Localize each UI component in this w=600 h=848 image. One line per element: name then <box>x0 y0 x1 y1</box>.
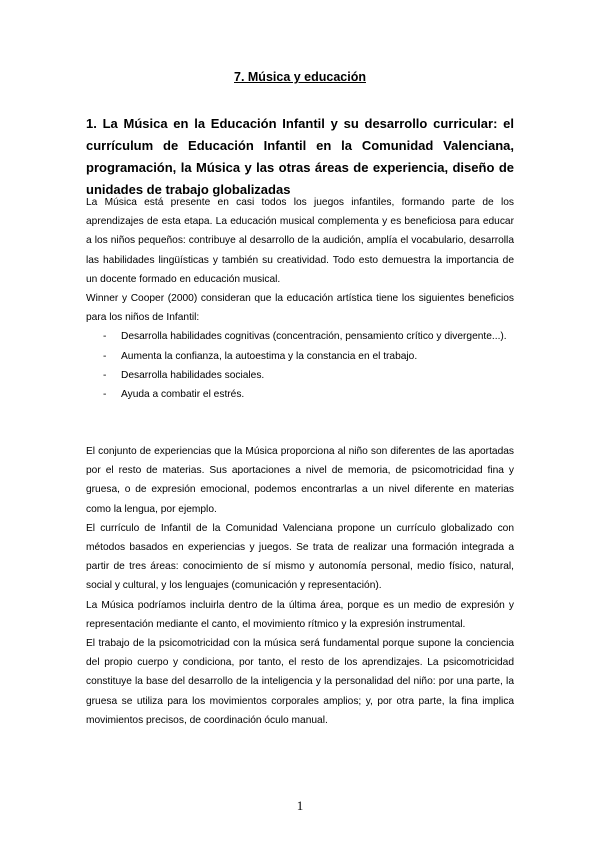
list-item-text: Desarrolla habilidades cognitivas (concentración, pensamiento crítico y divergente...). <box>121 331 507 343</box>
section-heading: 1. La Música en la Educación Infantil y su desarrollo curricular: el currículum de Educación Infantil en la Comunidad Valenciana, programación, la Música y las otras áreas de experiencia, diseño de unidades de trabajo globalizadas <box>86 116 514 197</box>
paragraph-1: La Música está presente en casi todos los juegos infantiles, formando parte de los aprendizajes de esta etapa. La educación musical complementa y es beneficiosa para educar a los niños pequeños: contribuye al desarrollo de la audición, amplía el vocabulario, desarrolla las habilidades lingüísticas y también su creatividad. Todo esto demuestra la importancia de un docente formado en educación musical. <box>86 197 514 285</box>
body-block-1 <box>86 193 514 404</box>
list-item-text: Ayuda a combatir el estrés. <box>121 389 245 401</box>
paragraph-3: El conjunto de experiencias que la Música proporciona al niño son diferentes de las aportadas por el resto de materias. Sus aportaciones a nivel de memoria, de psicomotricidad fina y gruesa, o de expresión emocional, podemos encontrarlas a un nivel diferente en materias como la lengua, por ejemplo. <box>86 446 514 515</box>
paragraph-2: Winner y Cooper (2000) consideran que la educación artística tiene los siguientes beneficios para los niños de Infantil: <box>86 293 514 324</box>
paragraph-5: La Música podríamos incluirla dentro de la última área, porque es un medio de expresión y representación mediante el canto, el movimiento rítmico y la expresión instrumental. <box>86 599 514 630</box>
benefits-list <box>86 327 514 404</box>
bullet-dash: - <box>103 389 107 401</box>
page-number: 1 <box>296 798 304 813</box>
list-item <box>86 347 514 366</box>
bullet-dash: - <box>103 331 107 343</box>
paragraph-6: El trabajo de la psicomotricidad con la música será fundamental porque supone la conciencia del propio cuerpo y condiciona, por tanto, el resto de los aprendizajes. La psicomotricidad constituye la base del desarrollo de la inteligencia y la personalidad del niño: por una parte, la gruesa se utiliza para los movimientos corporales amplios; y, por otra parte, la fina implica movimientos precisos, de coordinación óculo manual. <box>86 638 514 726</box>
paragraph-4: El currículo de Infantil de la Comunidad Valenciana propone un currículo globalizado con métodos basados en experiencias y juegos. Se trata de realizar una formación integrada a partir de tres áreas: conocimiento de sí mismo y autonomía personal, medio físico, natural, social y cultural, y los lenguajes (comunicación y representación). <box>86 522 514 592</box>
list-item-text: Aumenta la confianza, la autoestima y la constancia en el trabajo. <box>121 350 418 362</box>
list-item <box>86 327 514 346</box>
list-item-text: Desarrolla habilidades sociales. <box>121 369 265 381</box>
bullet-dash: - <box>103 350 107 362</box>
list-item <box>86 366 514 385</box>
bullet-dash: - <box>103 369 107 381</box>
body-block-2 <box>86 442 514 730</box>
list-item <box>86 385 514 404</box>
document-title: 7. Música y educación <box>234 70 366 84</box>
